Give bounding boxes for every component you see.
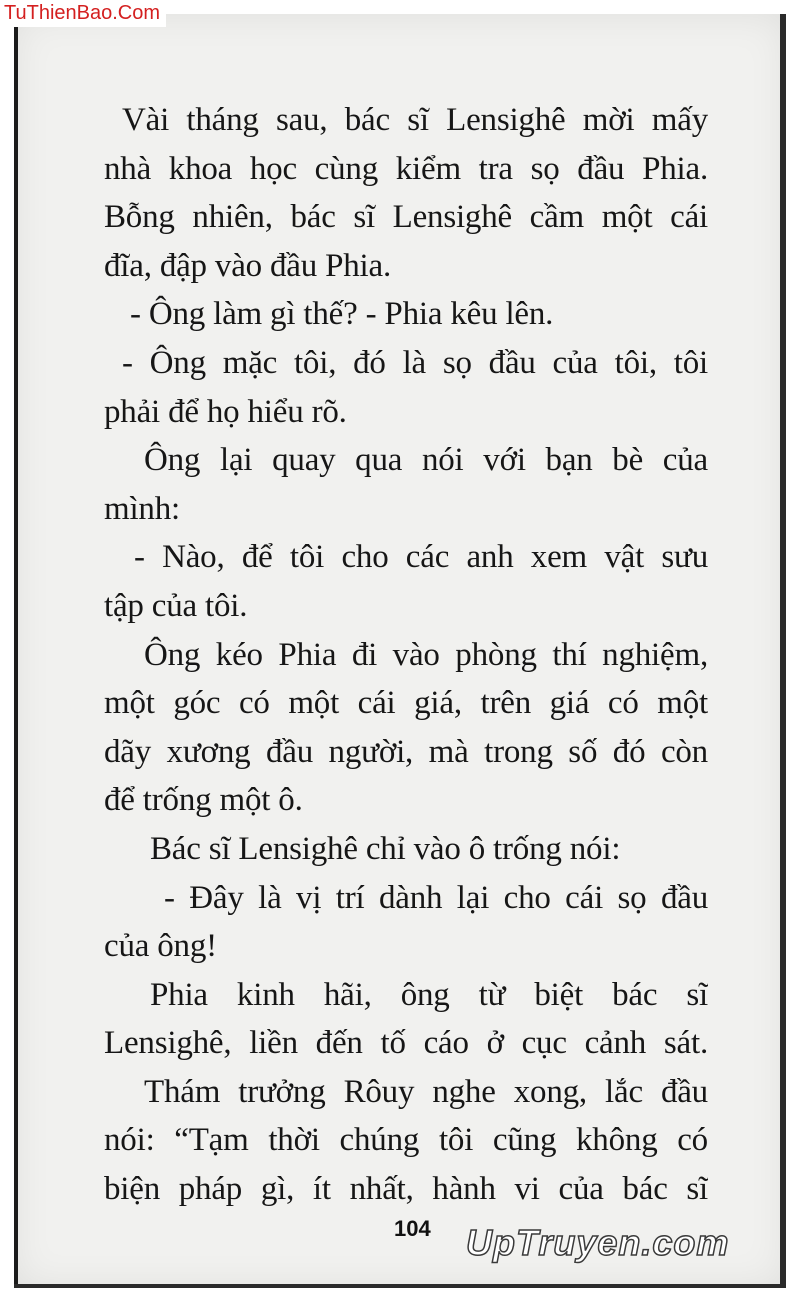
text-line: của ông! (104, 928, 217, 965)
text-line: một góc có một cái giá, trên giá có một (104, 685, 708, 722)
page-left-border (14, 14, 18, 1288)
text-line: - Nào, để tôi cho các anh xem vật sưu (134, 539, 708, 576)
text-line: - Ông mặc tôi, đó là sọ đầu của tôi, tôi (122, 344, 708, 381)
text-line: dãy xương đầu người, mà trong số đó còn (104, 733, 708, 770)
text-line: nói: “Tạm thời chúng tôi cũng không có (104, 1122, 708, 1159)
text-line: biện pháp gì, ít nhất, hành vi của bác sĩ (104, 1171, 708, 1208)
text-line: Ông kéo Phia đi vào phòng thí nghiệm, (144, 636, 708, 673)
page-bottom-border (14, 1284, 786, 1288)
text-line: đĩa, đập vào đầu Phia. (104, 247, 392, 284)
text-line: tập của tôi. (104, 587, 248, 624)
page-right-border (780, 14, 786, 1288)
text-line: Thám trưởng Rôuy nghe xong, lắc đầu (144, 1073, 708, 1110)
page-number: 104 (394, 1216, 431, 1241)
text-line: phải để họ hiểu rõ. (104, 393, 347, 430)
text-line: Phia kinh hãi, ông từ biệt bác sĩ (150, 976, 708, 1013)
text-line: Bỗng nhiên, bác sĩ Lensighê cầm một cái (104, 199, 708, 236)
site-watermark-top: TuThienBao.Com (2, 2, 166, 27)
text-line: mình: (104, 490, 181, 527)
text-line: - Đây là vị trí dành lại cho cái sọ đầu (164, 879, 708, 916)
text-line: Bác sĩ Lensighê chỉ vào ô trống nói: (150, 830, 621, 867)
text-line: để trống một ô. (104, 782, 303, 819)
page-text (104, 96, 708, 1214)
text-line: Lensighê, liền đến tố cáo ở cục cảnh sát. (104, 1025, 708, 1062)
text-line: - Ông làm gì thế? - Phia kêu lên. (130, 296, 554, 333)
site-watermark-bottom: UpTruyen.com (466, 1222, 730, 1263)
text-line: Vài tháng sau, bác sĩ Lensighê mời mấy (122, 102, 708, 138)
text-line: Ông lại quay qua nói với bạn bè của (144, 442, 708, 479)
text-line: nhà khoa học cùng kiểm tra sọ đầu Phia. (104, 150, 708, 187)
